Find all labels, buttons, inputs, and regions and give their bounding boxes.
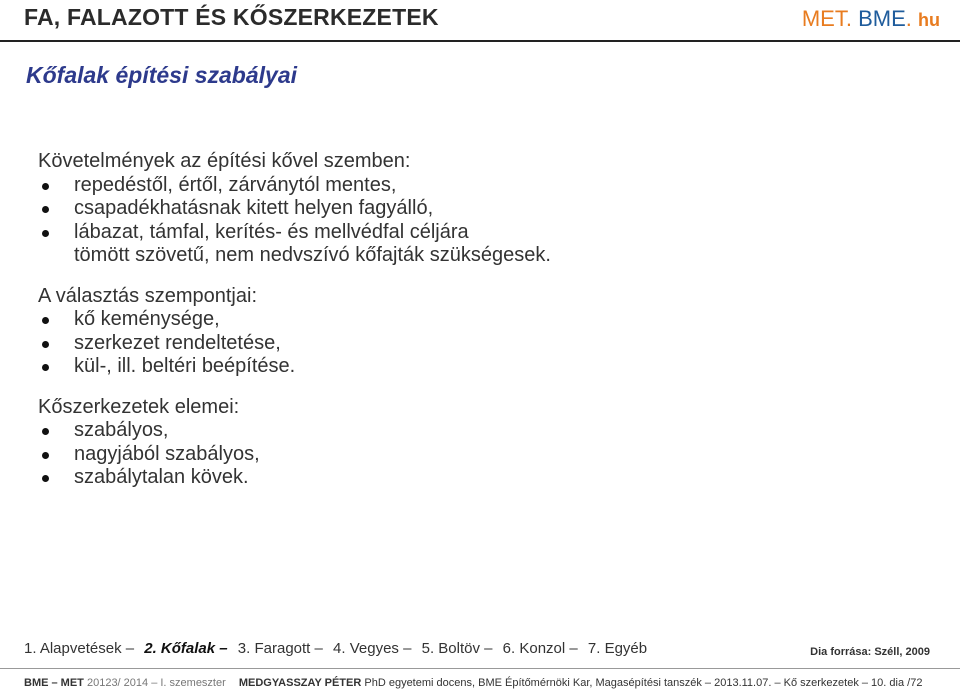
course-title: FA, FALAZOTT ÉS KŐSZERKEZETEK <box>24 4 439 30</box>
brand-dot-2: . <box>905 6 912 31</box>
bullet-icon <box>42 475 49 482</box>
bullet-icon <box>42 341 49 348</box>
block-heading: A választás szempontjai: <box>38 284 257 307</box>
nav-item-konzol[interactable]: 6. Konzol – <box>502 640 578 657</box>
list-item <box>38 221 938 245</box>
list-item <box>38 174 938 198</box>
brand-part-bme: BME <box>858 6 906 31</box>
list-item <box>38 443 938 467</box>
footer-divider <box>0 668 960 669</box>
nav-item-boltov[interactable]: 5. Boltöv – <box>421 640 493 657</box>
list-item-continuation: tömött szövetű, nem nedvszívó kőfajták szükségesek. <box>74 244 551 266</box>
bullet-icon <box>42 317 49 324</box>
footer-author: MEDGYASSZAY PÉTER <box>238 677 362 689</box>
nav-item-alapvetesek[interactable]: 1. Alapvetések – <box>24 640 135 657</box>
nav-item-kofalak[interactable]: 2. Kőfalak – <box>144 640 228 657</box>
list-item <box>38 332 938 356</box>
list-item-text: kő keménysége, <box>74 308 220 330</box>
bullet-list <box>38 174 938 245</box>
footer-semester: 20123/ 2014 – I. szemeszter <box>86 677 226 689</box>
block-heading: Kőszerkezetek elemei: <box>38 395 240 418</box>
list-item-text: szabályos, <box>74 419 169 441</box>
list-item-text: lábazat, támfal, kerítés- és mellvédfal céljára <box>74 220 469 243</box>
bullet-list <box>38 419 938 490</box>
block-heading: Követelmények az építési kővel szemben: <box>38 150 411 172</box>
list-item-text: repedéstől, értől, zárványtól mentes, <box>74 173 397 196</box>
footer <box>24 677 922 689</box>
bullet-icon <box>42 183 49 190</box>
list-item-text: kül-, ill. beltéri beépítése. <box>74 355 296 377</box>
footer-position: PhD egyetemi docens, BME Építőmérnöki Kar, Magasépítési tanszék – 2013.11.07. – Kő szerkezetek – 10. dia /72 <box>364 677 923 689</box>
list-item-text: szabálytalan kövek. <box>74 466 249 488</box>
bullet-list <box>38 308 938 379</box>
nav-item-vegyes[interactable]: 4. Vegyes – <box>333 640 412 657</box>
brand-logo[interactable] <box>802 6 940 32</box>
list-item <box>38 419 938 443</box>
bullet-icon <box>42 206 49 213</box>
nav-item-egyeb[interactable]: 7. Egyéb <box>587 640 648 657</box>
bullet-icon <box>42 230 49 237</box>
stone-elements-block <box>38 396 938 490</box>
requirements-block <box>38 150 938 268</box>
chapter-navigation <box>24 640 653 657</box>
nav-item-faragott[interactable]: 3. Faragott – <box>237 640 323 657</box>
list-item-text: szerkezet rendeltetése, <box>74 331 281 354</box>
brand-part-hu: hu <box>918 10 940 30</box>
footer-org: BME – MET <box>24 677 84 689</box>
list-item-text: nagyjából szabályos, <box>74 442 260 465</box>
slide-title: Kőfalak építési szabályai <box>26 62 298 88</box>
slide-content <box>38 150 938 507</box>
list-item <box>38 355 938 379</box>
list-item <box>38 197 938 221</box>
bullet-icon <box>42 364 49 371</box>
list-item <box>38 466 938 490</box>
list-item-text: csapadékhatásnak kitett helyen fagyálló, <box>74 197 434 219</box>
brand-dot-1: . <box>845 6 852 31</box>
bullet-icon <box>42 428 49 435</box>
selection-criteria-block <box>38 285 938 379</box>
header-divider <box>0 40 960 42</box>
image-source-credit: Dia forrása: Széll, 2009 <box>810 646 930 658</box>
brand-part-met: MET <box>801 6 846 31</box>
bullet-icon <box>42 452 49 459</box>
list-item <box>38 308 938 332</box>
